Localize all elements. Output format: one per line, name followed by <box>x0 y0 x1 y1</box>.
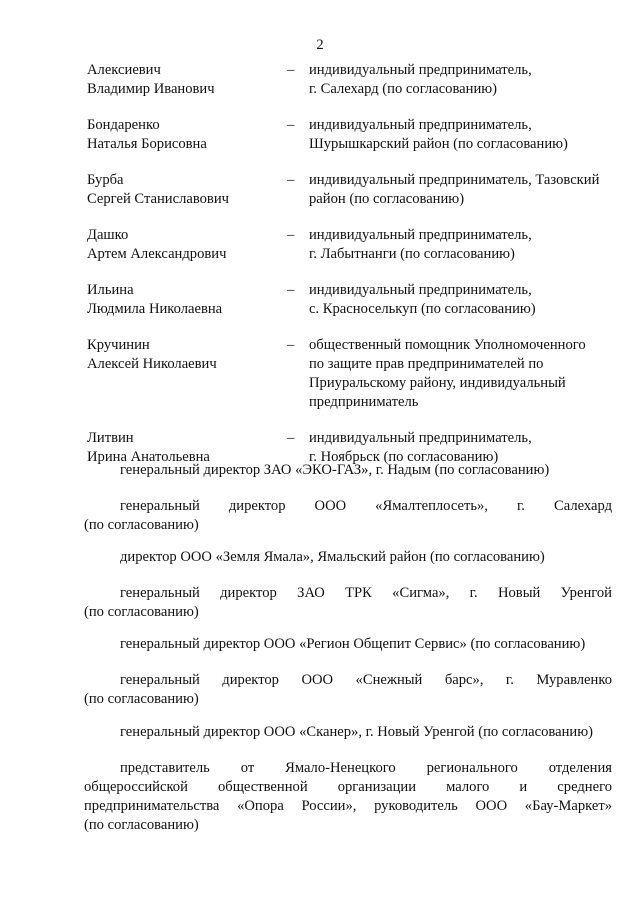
member-surname: Алексиевич <box>87 62 161 78</box>
member-description <box>309 336 612 412</box>
description-line: индивидуальный предприниматель, <box>309 282 532 298</box>
paragraph-line: (по согласованию) <box>84 817 199 833</box>
description-line: район (по согласованию) <box>309 191 465 207</box>
description-line: индивидуальный предприниматель, <box>309 117 532 133</box>
member-given-name: Алексей Николаевич <box>87 356 217 372</box>
paragraph-line: предпринимательства «Опора России», руководитель ООО «Бау-Маркет» <box>84 798 612 814</box>
dash: – <box>287 430 295 446</box>
member-name <box>87 226 287 264</box>
dash: – <box>287 282 295 298</box>
paragraph-line: (по согласованию) <box>84 691 199 707</box>
description-line: г. Салехард (по согласованию) <box>309 81 498 97</box>
member-name <box>87 116 287 154</box>
description-line: Шурышкарский район (по согласованию) <box>309 136 568 152</box>
member-given-name: Владимир Иванович <box>87 81 215 97</box>
member-name <box>87 61 287 99</box>
dash: – <box>287 62 295 78</box>
description-line: индивидуальный предприниматель, <box>309 227 532 243</box>
member-name <box>87 281 287 319</box>
member-entry <box>87 61 612 99</box>
member-surname: Бурба <box>87 172 124 188</box>
member-name <box>87 171 287 209</box>
paragraph-line: директор ООО «Земля Ямала», Ямальский район (по согласованию) <box>120 549 545 565</box>
member-given-name: Наталья Борисовна <box>87 136 207 152</box>
dash: – <box>287 227 295 243</box>
member-given-name: Сергей Станиславович <box>87 191 229 207</box>
description-line: по защите прав предпринимателей по <box>309 356 544 372</box>
page-number: 2 <box>316 37 324 53</box>
dash: – <box>287 172 295 188</box>
organization-paragraph <box>84 461 612 480</box>
organization-paragraph <box>84 497 612 535</box>
member-name <box>87 336 287 412</box>
organization-paragraph <box>84 723 612 742</box>
member-surname: Литвин <box>87 430 134 446</box>
member-given-name: Людмила Николаевна <box>87 301 223 317</box>
description-line: индивидуальный предприниматель, <box>309 430 532 446</box>
member-surname: Бондаренко <box>87 117 160 133</box>
dash: – <box>287 117 295 133</box>
description-line: г. Ноябрьск (по согласованию) <box>309 449 499 465</box>
member-entry <box>87 116 612 154</box>
member-entry <box>87 226 612 264</box>
paragraph-line: генеральный директор ООО «Ямалтеплосеть», г. Салехард <box>120 498 612 514</box>
dash: – <box>287 337 295 353</box>
member-given-name: Ирина Анатольевна <box>87 449 210 465</box>
description-line: г. Лабытнанги (по согласованию) <box>309 246 515 262</box>
member-description <box>309 171 612 209</box>
member-surname: Дашко <box>87 227 129 243</box>
paragraph-line: представитель от Ямало-Ненецкого регионального отделения <box>120 760 612 776</box>
organization-paragraph <box>84 548 612 567</box>
member-surname: Кручинин <box>87 337 150 353</box>
member-description <box>309 116 612 154</box>
member-given-name: Артем Александрович <box>87 246 227 262</box>
member-description <box>309 61 612 99</box>
member-description <box>309 281 612 319</box>
member-surname: Ильина <box>87 282 134 298</box>
paragraph-line: генеральный директор ООО «Регион Общепит Сервис» (по согласованию) <box>120 636 586 652</box>
paragraph-line: генеральный директор ЗАО «ЭКО-ГАЗ», г. Надым (по согласованию) <box>120 462 550 478</box>
organization-paragraph <box>84 671 612 709</box>
description-line: Приуральскому району, индивидуальный <box>309 375 566 391</box>
description-line: общественный помощник Уполномоченного <box>309 337 586 353</box>
member-list <box>87 61 612 484</box>
paragraph-line: генеральный директор ЗАО ТРК «Сигма», г. Новый Уренгой <box>120 585 612 601</box>
organization-paragraph <box>84 584 612 622</box>
member-entry <box>87 336 612 412</box>
paragraph-line: (по согласованию) <box>84 604 199 620</box>
paragraph-line: (по согласованию) <box>84 517 199 533</box>
description-line: с. Красноселькуп (по согласованию) <box>309 301 536 317</box>
organization-paragraph <box>84 635 612 654</box>
description-line: предприниматель <box>309 394 419 410</box>
description-line: индивидуальный предприниматель, <box>309 62 532 78</box>
paragraph-line: генеральный директор ООО «Снежный барс», г. Муравленко <box>120 672 612 688</box>
paragraph-line: генеральный директор ООО «Сканер», г. Новый Уренгой (по согласованию) <box>120 724 593 740</box>
description-line: индивидуальный предприниматель, Тазовский <box>309 172 600 188</box>
member-description <box>309 226 612 264</box>
member-entry <box>87 171 612 209</box>
member-entry <box>87 281 612 319</box>
organization-paragraph <box>84 759 612 835</box>
paragraph-line: общероссийской общественной организации малого и среднего <box>84 779 612 795</box>
